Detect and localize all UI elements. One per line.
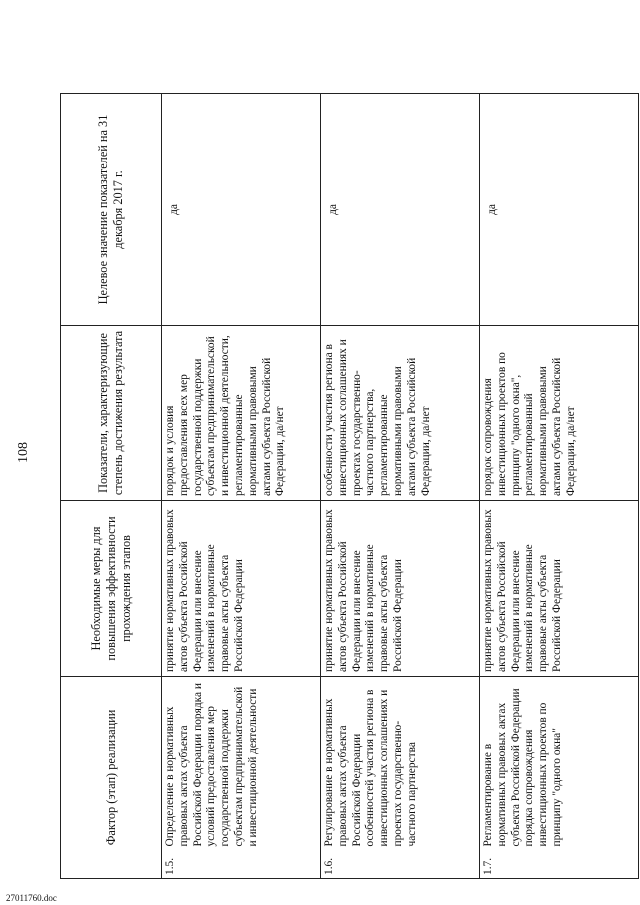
- document-reference: 27011760.doc: [6, 893, 57, 903]
- measures-table: [60, 18, 639, 879]
- row-target: да: [321, 93, 480, 325]
- header-measures: Необходимые меры для повышения эффективности прохождения этапов: [61, 500, 162, 676]
- row-target: да: [480, 93, 639, 325]
- table-row: [162, 18, 321, 878]
- header-factor: Фактор (этап) реализации: [61, 676, 162, 878]
- row-measures: принятие нормативных правовых актов субъекта Российской Федерации или внесение изменений в нормативные правовые акты субъекта Российской Федерации: [480, 500, 639, 676]
- row-factor: Регламентирование в нормативных правовых актах субъекта Российской Федерации порядка сопровождения инвестиционных проектов по принципу "одного окна": [480, 676, 639, 848]
- page-number: 108: [16, 442, 31, 463]
- table-row: [321, 18, 480, 878]
- header-target: Целевое значение показателей на 31 декабря 2017 г.: [61, 93, 162, 325]
- row-indicators: порядок и условия предоставления всех мер государственной поддержки субъектам предпринимательской и инвестиционной деятельности, регламентированные нормативными правовыми актами субъекта Российской Федерации, да/нет: [162, 325, 321, 500]
- row-number: 1.7.: [480, 849, 639, 879]
- row-factor: Регулирование в нормативных правовых актах субъекта Российской Федерации особенностей участия региона в инвестиционных соглашениях и проектах государственно-частного партнерства: [321, 676, 480, 848]
- row-measures: принятие нормативных правовых актов субъекта Российской Федерации или внесение изменений в нормативные правовые акты субъекта Российской Федерации: [321, 500, 480, 676]
- header-indicators: Показатели, характеризующие степень достижения результата: [61, 325, 162, 500]
- table-row: [480, 18, 639, 878]
- row-indicators: порядок сопровождения инвестиционных проектов по принципу "одного окна", регламентированный нормативными правовыми актами субъекта Российской Федерации, да/нет: [480, 325, 639, 500]
- row-factor: Определение в нормативных правовых актах субъекта Российской Федерации порядка и условий предоставления мер государственной поддержки субъектам предпринимательской и инвестиционной деятельности: [162, 676, 321, 848]
- table-header-row: [61, 18, 162, 878]
- row-number: 1.5.: [162, 849, 321, 879]
- row-target: да: [162, 93, 321, 325]
- row-indicators: особенности участия региона в инвестиционных соглашениях и проектах государственно-частного партнерства, регламентированные нормативными правовыми актами субъекта Российской Федерации, да/нет: [321, 325, 480, 500]
- row-measures: принятие нормативных правовых актов субъекта Российской Федерации или внесение изменений в нормативные правовые акты субъекта Российской Федерации: [162, 500, 321, 676]
- row-number: 1.6.: [321, 849, 480, 879]
